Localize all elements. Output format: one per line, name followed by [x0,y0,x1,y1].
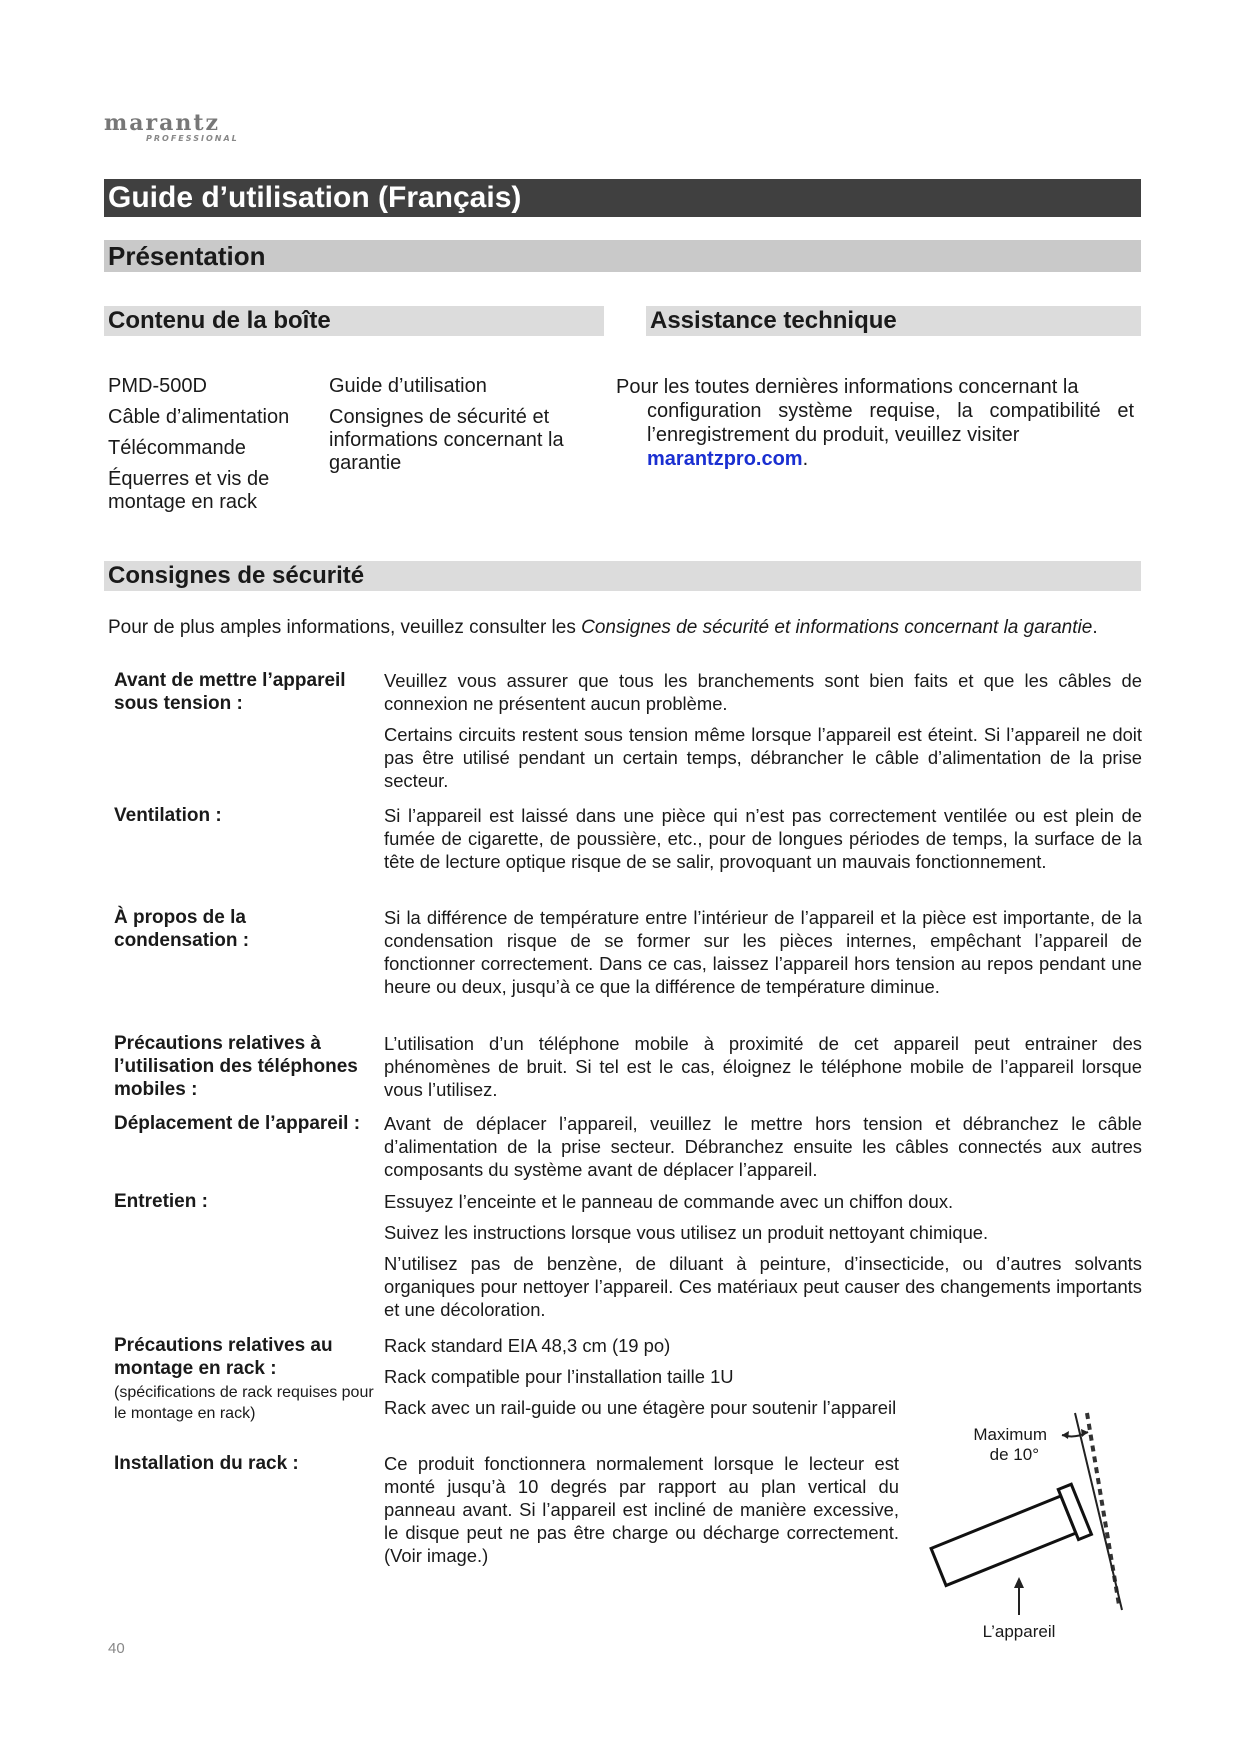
angle-arrowhead-left [1062,1431,1069,1439]
list-item: PMD-500D [108,375,207,397]
figure-label-max-line2: de 10° [989,1445,1039,1464]
safety-paragraph: Certains circuits restent sous tension même lorsque l’appareil est éteint. Si l’appareil ne doit pas être utilisé pendant un certain temps, débrancher le câble d’alimentation de la prise secteur. [384,724,1142,791]
safety-paragraph: Rack standard EIA 48,3 cm (19 po) [384,1335,671,1356]
support-text-body: configuration système requise, la compatibilité et l’enregistrement du produit, veuillez visiter [647,400,1134,446]
safety-intro [108,616,1142,639]
page-number: 40 [108,1640,125,1657]
safety-label: Entretien : [114,1191,208,1212]
safety-label-note: (spécifications de rack requises pour le montage en rack) [114,1384,374,1422]
support-text [616,375,1134,471]
list-item: Télécommande [108,437,246,459]
safety-label: Précautions relatives à l’utilisation des téléphones mobiles : [114,1033,358,1100]
safety-intro-end: . [1092,617,1098,638]
subsection-heading-box-contents: Contenu de la boîte [104,306,604,336]
list-item: Guide d’utilisation [329,375,487,397]
safety-description [384,1190,1142,1329]
page-title: Guide d’utilisation (Français) [104,179,1141,217]
safety-label: Déplacement de l’appareil : [114,1113,361,1134]
safety-paragraph: Essuyez l’enceinte et le panneau de commande avec un chiffon doux. [384,1191,954,1212]
safety-paragraph: Ce produit fonctionnera normalement lorsque le lecteur est monté jusqu’à 10 degrés par rapport au plan vertical du panneau avant. Si l’appareil est incliné de manière excessive, le disque peut ne pas être charge ou décharge correctement. (Voir image.) [384,1453,899,1566]
figure-label-max-line1: Maximum [973,1425,1047,1444]
device-pointer-arrow [1014,1577,1024,1588]
safety-label: Ventilation : [114,805,222,826]
safety-intro-document-title: Consignes de sécurité et informations concernant la garantie [581,617,1093,638]
safety-label: À propos de la condensation : [114,907,250,951]
list-item: Équerres et vis de montage en rack [108,468,270,513]
safety-paragraph: L’utilisation d’un téléphone mobile à proximité de cet appareil peut entrainer des phénomènes de bruit. Si tel est le cas, éloignez le téléphone mobile de l’appareil lorsque vous l’utilisez. [384,1033,1142,1100]
safety-label: Avant de mettre l’appareil sous tension : [114,670,346,714]
support-text-rest [616,399,1134,471]
safety-description [384,1452,899,1575]
safety-description [384,1112,1142,1189]
logo-subtitle: PROFESSIONAL [146,134,239,143]
safety-description [384,669,1142,800]
safety-paragraph: N’utilisez pas de benzène, de diluant à peinture, d’insecticide, ou d’autres solvants organiques pour nettoyer l’appareil. Ces matériaux peut causer des changements importants et une décoloration. [384,1253,1142,1320]
section-heading-safety: Consignes de sécurité [104,561,1141,591]
rack-tilt-figure [925,1405,1140,1645]
device-body [931,1496,1076,1586]
safety-label [114,1334,376,1424]
support-link[interactable]: marantzpro.com [647,448,803,470]
safety-paragraph: Avant de déplacer l’appareil, veuillez le mettre hors tension et débranchez le câble d’alimentation de la prise secteur. Débranchez ensuite les câbles connectés aux autres composants du système avant de déplacer l’appareil. [384,1113,1142,1180]
safety-intro-text: Pour de plus amples informations, veuillez consulter les [108,617,582,638]
safety-paragraph: Rack compatible pour l’installation taille 1U [384,1366,734,1387]
safety-paragraph: Suivez les instructions lorsque vous utilisez un produit nettoyant chimique. [384,1222,989,1243]
safety-description [384,906,1142,1006]
logo-wordmark: marantz [104,110,221,136]
support-text-line1: Pour les toutes dernières informations concernant la [616,376,1079,398]
list-item: Consignes de sécurité et informations concernant la garantie [329,406,564,474]
list-item: Câble d’alimentation [108,406,290,428]
box-contents-column-2 [329,375,589,483]
safety-paragraph: Rack avec un rail-guide ou une étagère pour soutenir l’appareil [384,1397,897,1418]
figure-label-device: L’appareil [982,1622,1056,1641]
safety-paragraph: Veuillez vous assurer que tous les branchements sont bien faits et que les câbles de connexion ne présentent aucun problème. [384,670,1142,714]
section-heading-presentation: Présentation [104,240,1141,272]
safety-label: Installation du rack : [114,1453,299,1474]
safety-label-text: Précautions relatives au montage en rack : [114,1335,333,1379]
safety-description [384,804,1142,881]
safety-paragraph: Si l’appareil est laissé dans une pièce qui n’est pas correctement ventilée ou est plein de fumée de cigarette, de poussière, etc., pour de longues périodes de temps, la surface de la tête de lecture optique risque de se salir, provoquant un mauvais fonctionnement. [384,805,1142,872]
safety-description [384,1334,899,1427]
box-contents-column-1 [108,375,308,522]
safety-paragraph: Si la différence de température entre l’intérieur de l’appareil et la pièce est importante, de la condensation risque de se former sur les pièces internes, empêchant l’appareil de fonctionner correctement. Dans ce cas, laissez l’appareil hors tension au repos pendant une heure ou deux, jusqu’à ce que la différence de température diminue. [384,907,1142,997]
safety-description [384,1032,1142,1109]
device-outline [928,1484,1091,1592]
support-text-end: . [802,448,809,470]
subsection-heading-support: Assistance technique [646,306,1141,336]
